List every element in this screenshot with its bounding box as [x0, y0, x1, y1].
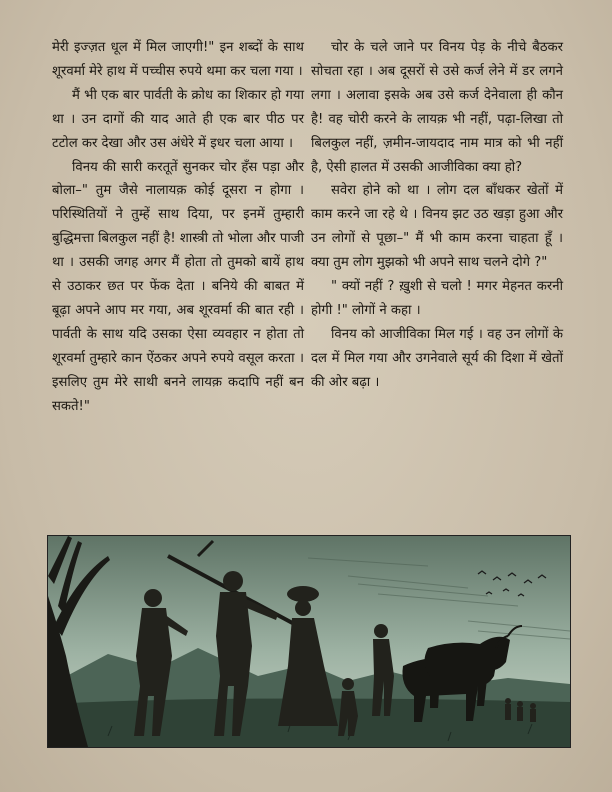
paragraph: विनय को आजीविका मिल गई । वह उन लोगों के दल में मिल गया और उगनेवाले सूर्य की दिशा में खेतों की ओर बढ़ा । — [311, 326, 563, 390]
left-text-column — [52, 36, 304, 419]
paragraph: चोर के चले जाने पर विनय पेड़ के नीचे बैठकर सोचता रहा । अब दूसरों से उसे कर्ज लेने में डर लगने लगा । अलावा इसके अब उसे कर्ज देनेवाला ही कौन है! वह चोरी करने के लायक़ भी नहीं, पढ़ा-लिखा तो बिलकुल नहीं, ज़मीन-जायदाद नाम मात्र को भी नहीं है, ऐसी हालत में उसकी आजीविका क्या हो? — [311, 40, 563, 175]
story-illustration — [47, 535, 571, 748]
paragraph: सवेरा होने को था । लोग दल बाँधकर खेतों में काम करने जा रहे थे । विनय झट उठ खड़ा हुआ और उन लोगों से पूछा–" मैं भी काम करना चाहता हूँ । क्या तुम लोग मुझको भी अपने साथ चलने दोगे ?" — [311, 183, 563, 271]
paragraph: मेरी इज्ज़त धूल में मिल जाएगी!" इन शब्दों के साथ शूरवर्मा मेरे हाथ में पच्चीस रुपये थमा कर चला गया । — [52, 40, 304, 79]
paragraph: " क्यों नहीं ? ख़ुशी से चलो ! मगर मेहनत करनी होगी !" लोगों ने कहा । — [311, 279, 563, 318]
villagers-going-to-fields-illustration — [48, 536, 570, 747]
paragraph: विनय की सारी करतूतें सुनकर चोर हँस पड़ा और बोला–" तुम जैसे नालायक़ कोई दूसरा न होगा । परिस्थितियों ने तुम्हें साथ दिया, पर इनमें तुम्हारी बुद्धिमत्ता बिलकुल नहीं है! शास्त्री तो भोला और पाजी था । उसकी जगह अगर मैं होता तो तुमको बायें हाथ से उठाकर छत पर फेंक देता । बनिये की बाबत में बूढ़ा अपने आप मर गया, अब शूरवर्मा की बात रही । पार्वती के साथ यदि उसका ऐसा व्यवहार न होता तो शूरवर्मा तुम्हारे कान ऐंठकर अपने रुपये वसूल करता । इसलिए तुम मेरे साथी बनने लायक़ कदापि नहीं बन सकते!" — [52, 159, 304, 414]
right-text-column — [311, 36, 563, 395]
paragraph: मैं भी एक बार पार्वती के क्रोध का शिकार हो गया था । उन दागों की याद आते ही एक बार पीठ पर टटोल कर देखा और उस अंधेरे में इधर चला आया । — [52, 87, 304, 151]
